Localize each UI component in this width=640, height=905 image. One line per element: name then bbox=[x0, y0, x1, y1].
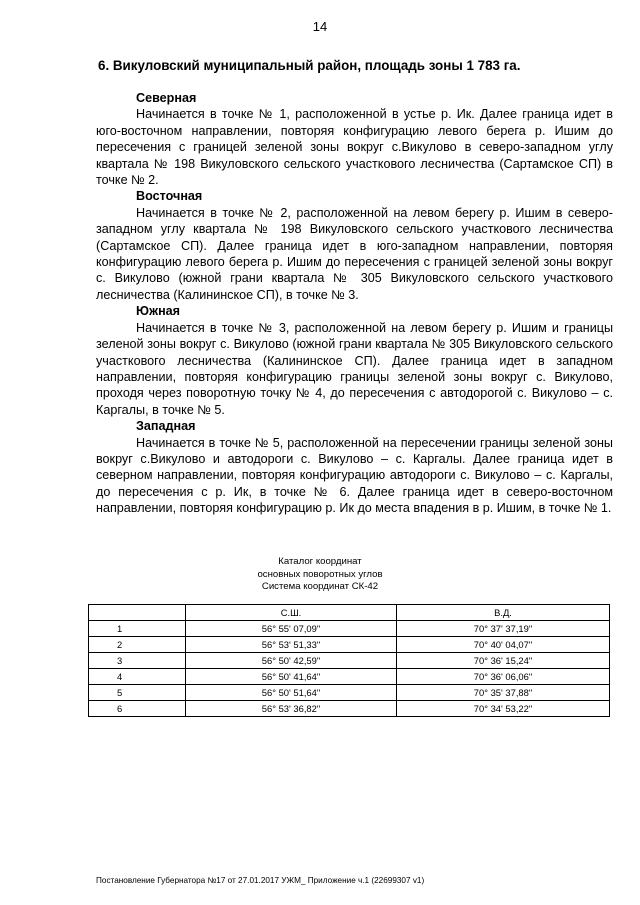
header-latitude: С.Ш. bbox=[186, 605, 397, 621]
caption-line: Каталог координат bbox=[278, 556, 362, 567]
table-row bbox=[89, 685, 610, 701]
paragraph-east: Начинается в точке № 2, расположенной на левом берегу р. Ишим в северо-западном углу квартала № 198 Викуловского сельского участкового лесничества (Сартамское СП). Далее граница идет в юго-западном направлении, повторяя конфигурацию левого берега р. Ишим до пересечения с границей зеленой зоны вокруг с. Викулово (южной грани квартала № 305 Викуловского сельского участкового лесничества (Калининское СП), в точке № 3. bbox=[96, 205, 613, 302]
document-footer: Постановление Губернатора №17 от 27.01.2017 УЖМ_ Приложение ч.1 (22699307 v1) bbox=[96, 876, 425, 885]
longitude-cell: 70° 40' 04,07" bbox=[397, 637, 610, 653]
table-header-row bbox=[89, 605, 610, 621]
point-number: 6 bbox=[89, 701, 186, 717]
table-caption bbox=[0, 556, 640, 594]
longitude-cell: 70° 36' 06,06" bbox=[397, 669, 610, 685]
table-row bbox=[89, 669, 610, 685]
paragraph-south: Начинается в точке № 3, расположенной на левом берегу р. Ишим и границы зеленой зоны вокруг с. Викулово (южной грани квартала № 305 Викуловского сельского участкового лесничества (Калининское СП). Далее граница идет в западном направлении, повторяя конфигурацию границы зеленой зоны вокруг с. Викулово, проходя через поворотную точку № 4, до пересечения с автодорогой с. Викулово – с. Каргалы, в точке № 5. bbox=[96, 320, 613, 417]
subheading-west: Западная bbox=[136, 419, 196, 434]
table-row bbox=[89, 701, 610, 717]
subheading-east: Восточная bbox=[136, 189, 203, 204]
longitude-cell: 70° 34' 53,22" bbox=[397, 701, 610, 717]
longitude-cell: 70° 37' 37,19" bbox=[397, 621, 610, 637]
point-number: 3 bbox=[89, 653, 186, 669]
subheading-south: Южная bbox=[136, 304, 181, 319]
point-number: 4 bbox=[89, 669, 186, 685]
latitude-cell: 56° 53' 36,82" bbox=[186, 701, 397, 717]
latitude-cell: 56° 50' 41,64" bbox=[186, 669, 397, 685]
caption-line: Система координат СК-42 bbox=[261, 581, 379, 592]
boundary-description bbox=[96, 90, 613, 517]
section-heading: 6. Викуловский муниципальный район, площадь зоны 1 783 га. bbox=[98, 58, 521, 73]
latitude-cell: 56° 50' 42,59" bbox=[186, 653, 397, 669]
longitude-cell: 70° 36' 15,24" bbox=[397, 653, 610, 669]
subheading-north: Северная bbox=[136, 91, 197, 105]
point-number: 2 bbox=[89, 637, 186, 653]
latitude-cell: 56° 55' 07,09" bbox=[186, 621, 397, 637]
point-number: 5 bbox=[89, 685, 186, 701]
point-number: 1 bbox=[89, 621, 186, 637]
table-row bbox=[89, 653, 610, 669]
page-number: 14 bbox=[312, 19, 328, 34]
paragraph-north: Начинается в точке № 1, расположенной в устье р. Ик. Далее граница идет в юго-восточном направлении, повторяя конфигурацию левого берега р. Ишим до пересечения с границей зеленой зоны вокруг с.Викулово в северо-западном углу квартала № 198 Викуловского сельского участкового лесничества (Сартамское СП) в точке № 2. bbox=[96, 107, 613, 188]
table-row bbox=[89, 637, 610, 653]
paragraph-west: Начинается в точке № 5, расположенной на пересечении границы зеленой зоны вокруг с.Викулово и автодороги с. Викулово – с. Каргалы. Далее граница идет в северном направлении, повторяя конфигурацию автодороги с. Викулово – с. Каргалы, до пересечения с р. Ик, в точке № 6. Далее граница идет в северо-восточном направлении, повторяя конфигурацию р. Ик до места впадения в р. Ишим, в точке № 1. bbox=[96, 435, 613, 516]
latitude-cell: 56° 53' 51,33" bbox=[186, 637, 397, 653]
coordinates-table bbox=[88, 604, 610, 717]
header-longitude: В.Д. bbox=[397, 605, 610, 621]
longitude-cell: 70° 35' 37,88" bbox=[397, 685, 610, 701]
caption-line: основных поворотных углов bbox=[257, 568, 383, 580]
header-point bbox=[89, 605, 186, 621]
table-row bbox=[89, 621, 610, 637]
latitude-cell: 56° 50' 51,64" bbox=[186, 685, 397, 701]
